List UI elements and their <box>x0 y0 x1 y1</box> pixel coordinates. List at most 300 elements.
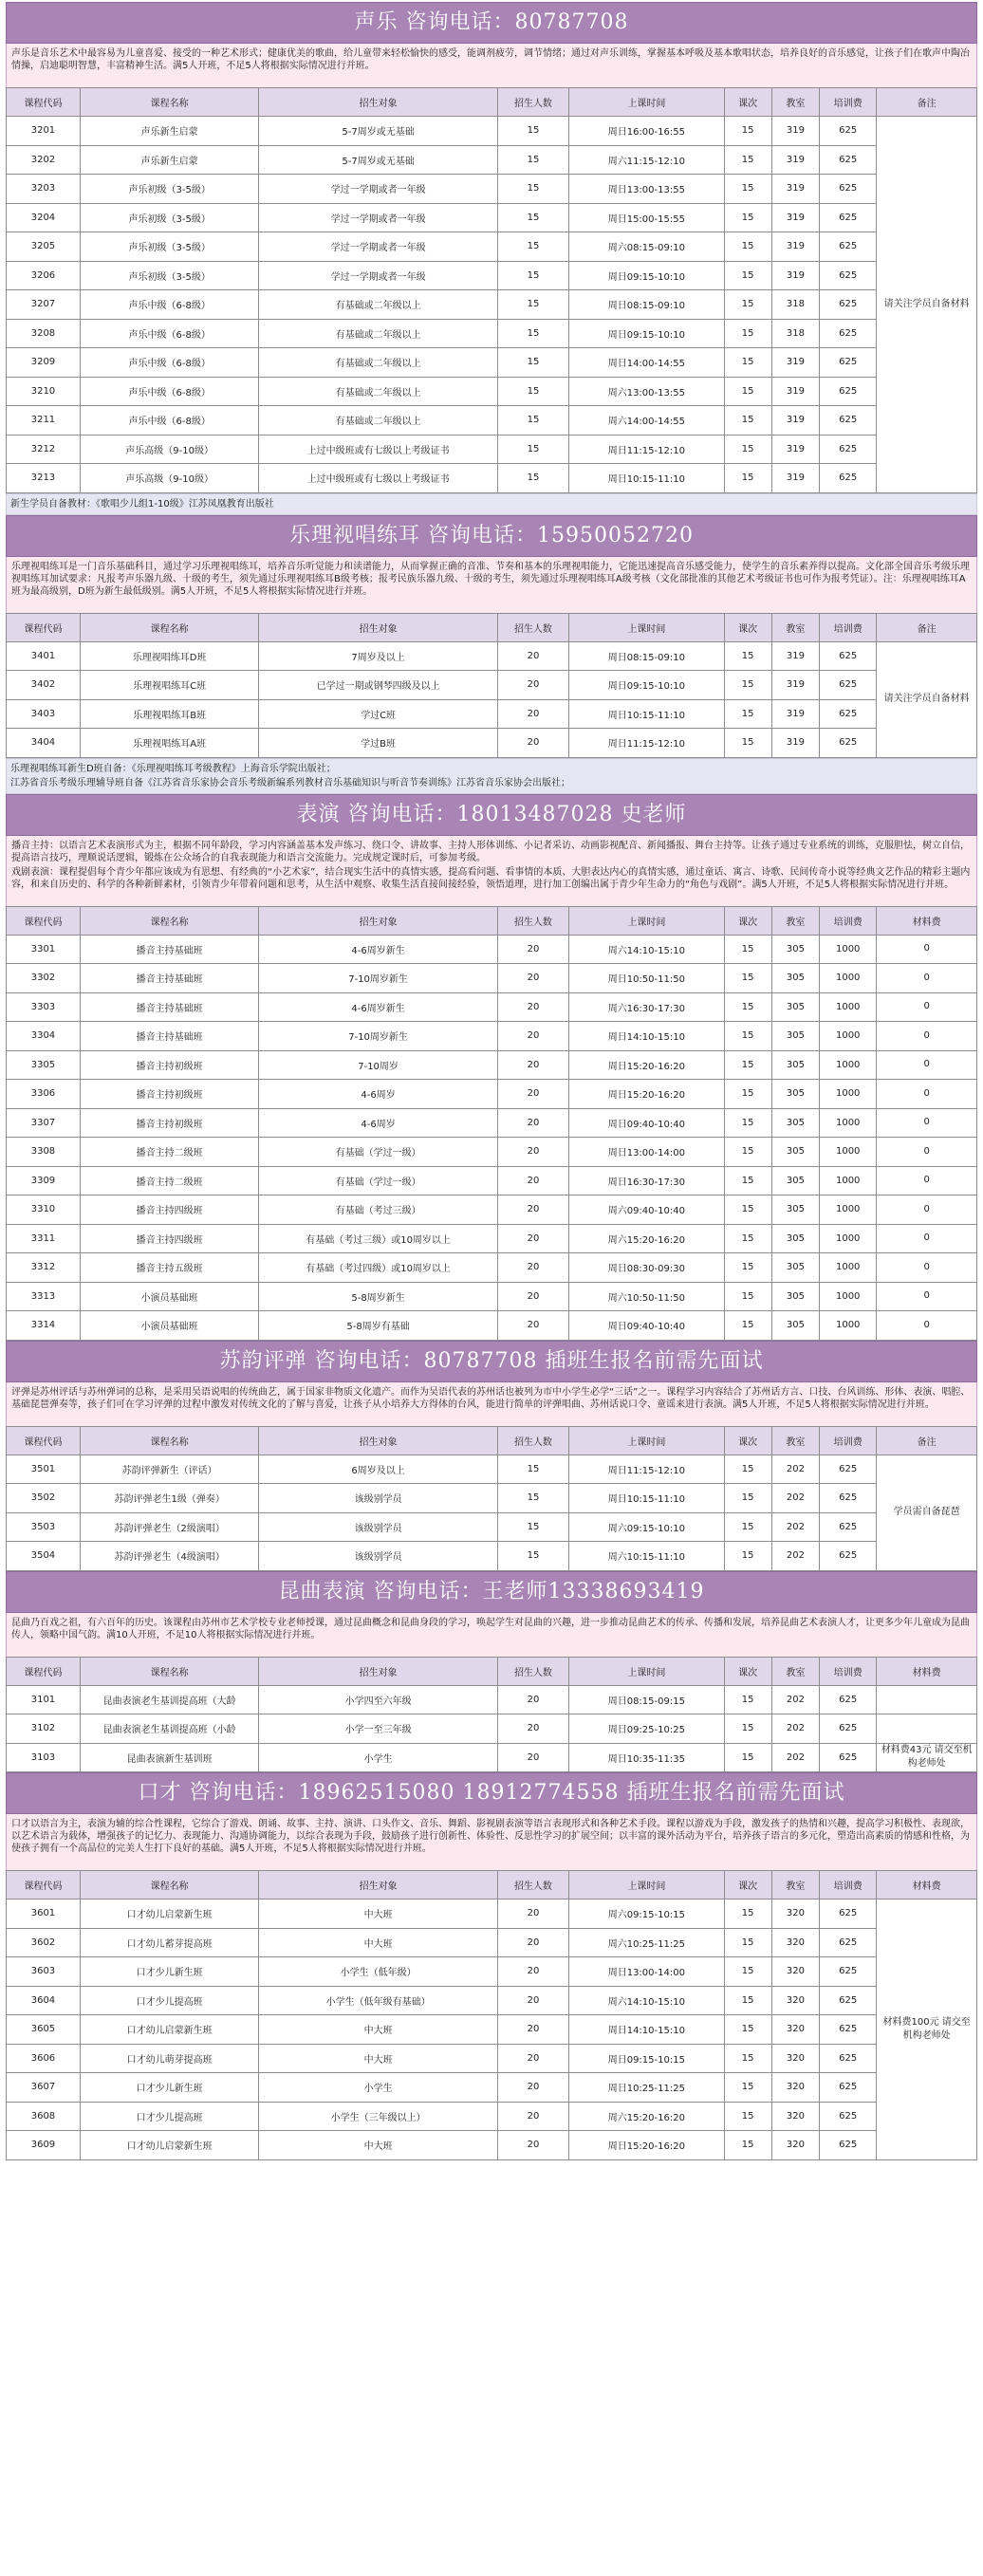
table-cell: 15 <box>724 935 771 964</box>
table-cell: 周日11:15-12:10 <box>569 1455 724 1484</box>
table-cell: 周日10:15-11:10 <box>569 699 724 729</box>
table-cell: 320 <box>771 2044 819 2073</box>
table-cell: 15 <box>724 348 771 378</box>
table-cell: 625 <box>820 290 877 320</box>
table-cell: 625 <box>820 1928 877 1957</box>
table-cell: 3314 <box>7 1311 81 1341</box>
table-cell: 3212 <box>7 435 81 464</box>
table-cell: 320 <box>771 2131 819 2160</box>
table-row <box>7 2102 977 2131</box>
table-cell: 15 <box>724 406 771 436</box>
table-cell: 305 <box>771 1282 819 1311</box>
table-cell: 3502 <box>7 1484 81 1513</box>
table-cell: 15 <box>724 2131 771 2160</box>
table-cell: 319 <box>771 348 819 378</box>
table-cell: 305 <box>771 1138 819 1167</box>
column-header: 培训费 <box>820 88 877 117</box>
table-cell: 口才少儿新生班 <box>80 1957 259 1987</box>
column-header: 课次 <box>724 1426 771 1455</box>
table-cell: 625 <box>820 145 877 175</box>
table-cell: 播音主持基础班 <box>80 964 259 993</box>
table-cell: 5-7周岁或无基础 <box>259 145 497 175</box>
table-cell: 周六14:00-14:55 <box>569 406 724 436</box>
table-cell: 20 <box>497 2015 568 2045</box>
table-cell: 15 <box>724 1080 771 1109</box>
column-header: 教室 <box>771 88 819 117</box>
table-cell: 15 <box>724 1022 771 1051</box>
table-cell: 周六13:00-13:55 <box>569 377 724 406</box>
table-cell: 320 <box>771 1957 819 1987</box>
table-cell: 20 <box>497 699 568 729</box>
table-cell: 625 <box>820 117 877 146</box>
table-cell: 625 <box>820 348 877 378</box>
table-cell: 播音主持二级班 <box>80 1166 259 1195</box>
table-row <box>7 1484 977 1513</box>
table-cell: 625 <box>820 1512 877 1542</box>
spacer <box>6 78 977 87</box>
table-cell: 3311 <box>7 1224 81 1253</box>
column-header: 材料费 <box>877 1871 977 1900</box>
table-cell: 319 <box>771 671 819 700</box>
column-header: 课程代码 <box>7 906 81 935</box>
table-cell: 7-10周岁新生 <box>259 964 497 993</box>
column-header: 课程名称 <box>80 906 259 935</box>
table-cell: 15 <box>724 1282 771 1311</box>
material-fee-cell: 0 <box>877 1282 977 1311</box>
table-cell: 15 <box>497 348 568 378</box>
section-description <box>6 1382 977 1417</box>
table-cell: 7-10周岁新生 <box>259 1022 497 1051</box>
table-cell: 周日09:15-10:15 <box>569 2044 724 2073</box>
table-cell: 口才少儿新生班 <box>80 2073 259 2103</box>
table-cell: 3604 <box>7 1986 81 2015</box>
table-row <box>7 175 977 204</box>
table-cell: 20 <box>497 1282 568 1311</box>
table-cell: 20 <box>497 1311 568 1341</box>
table-cell: 周日09:25-10:25 <box>569 1714 724 1744</box>
column-header: 招生对象 <box>259 88 497 117</box>
table-row <box>7 1224 977 1253</box>
table-cell: 声乐新生启蒙 <box>80 145 259 175</box>
column-header: 课次 <box>724 1871 771 1900</box>
description-paragraph: 乐理视唱练耳是一门音乐基础科目，通过学习乐理视唱练耳，培养音乐听觉能力和读谱能力，从而掌握正确的音准、节奏和基本的乐理视唱能力，它能迅速提高音乐感受能力，使学生的音乐素养得以提高。文化部全国音乐考级乐理视唱练耳加试要求：凡报考声乐器九级、十级的考生，须先通过乐理视唱练耳B级考核；报考民族乐器九级、十级的考生，须先通过乐理视唱练耳A级考核（文化部批准的其他艺术考级证书也可作为报考凭证）。注：乐理视唱练耳A班为最高级别，D班为新生最低级别。满5人开班，不足5人将根据实际情况进行并班。 <box>11 561 970 597</box>
table-cell: 播音主持基础班 <box>80 1022 259 1051</box>
table-cell: 20 <box>497 1685 568 1714</box>
table-cell: 319 <box>771 203 819 232</box>
table-cell: 15 <box>497 175 568 204</box>
column-header: 招生人数 <box>497 1657 568 1685</box>
table-cell: 周六08:15-09:10 <box>569 232 724 262</box>
table-cell: 15 <box>724 641 771 671</box>
table-cell: 625 <box>820 464 877 493</box>
table-cell: 周六16:30-17:30 <box>569 992 724 1022</box>
table-cell: 声乐高级（9-10级） <box>80 435 259 464</box>
material-fee-cell <box>877 1685 977 1714</box>
table-cell: 3301 <box>7 935 81 964</box>
column-header: 上课时间 <box>569 1871 724 1900</box>
table-cell: 3310 <box>7 1195 81 1225</box>
table-cell: 305 <box>771 1050 819 1080</box>
table-cell: 20 <box>497 1080 568 1109</box>
column-header: 上课时间 <box>569 1426 724 1455</box>
table-row <box>7 671 977 700</box>
table-cell: 305 <box>771 1311 819 1341</box>
table-cell: 305 <box>771 1195 819 1225</box>
table-cell: 20 <box>497 1743 568 1772</box>
material-fee-cell: 材料费43元 请交至机构老师处 <box>877 1743 977 1772</box>
table-cell: 昆曲表演老生基训提高班（大龄 <box>80 1685 259 1714</box>
table-cell: 320 <box>771 1900 819 1929</box>
table-cell: 3503 <box>7 1512 81 1542</box>
table-cell: 15 <box>497 145 568 175</box>
table-cell: 625 <box>820 1743 877 1772</box>
column-header: 备注 <box>877 613 977 641</box>
table-cell: 小学生（三年级以上） <box>259 2102 497 2131</box>
table-cell: 202 <box>771 1484 819 1513</box>
table-cell: 中大班 <box>259 1928 497 1957</box>
column-header: 招生人数 <box>497 906 568 935</box>
material-fee-cell: 0 <box>877 1253 977 1283</box>
column-header: 教室 <box>771 1657 819 1685</box>
table-cell: 声乐中级（6-8级） <box>80 348 259 378</box>
section-description <box>6 557 977 603</box>
section-shengyue <box>6 2 977 515</box>
column-header: 教室 <box>771 613 819 641</box>
table-cell: 声乐初级（3-5级） <box>80 232 259 262</box>
table-cell: 15 <box>724 175 771 204</box>
table-cell: 15 <box>497 203 568 232</box>
column-header: 课次 <box>724 613 771 641</box>
table-cell: 20 <box>497 641 568 671</box>
table-cell: 5-8周岁新生 <box>259 1282 497 1311</box>
table-cell: 3305 <box>7 1050 81 1080</box>
table-row <box>7 464 977 493</box>
table-cell: 该级别学员 <box>259 1512 497 1542</box>
table-cell: 15 <box>724 1166 771 1195</box>
table-cell: 周日09:15-10:10 <box>569 671 724 700</box>
table-cell: 15 <box>497 117 568 146</box>
table-cell: 乐理视唱练耳B班 <box>80 699 259 729</box>
table-cell: 3210 <box>7 377 81 406</box>
column-header: 上课时间 <box>569 88 724 117</box>
table-cell: 播音主持初级班 <box>80 1108 259 1138</box>
table-cell: 周日14:00-14:55 <box>569 348 724 378</box>
table-cell: 319 <box>771 464 819 493</box>
table-cell: 20 <box>497 1166 568 1195</box>
table-cell: 15 <box>724 203 771 232</box>
table-row <box>7 1022 977 1051</box>
table-cell: 305 <box>771 1080 819 1109</box>
table-cell: 15 <box>724 464 771 493</box>
table-cell: 15 <box>497 319 568 348</box>
table-cell: 202 <box>771 1743 819 1772</box>
table-row <box>7 232 977 262</box>
column-header: 招生人数 <box>497 1871 568 1900</box>
column-header: 课程代码 <box>7 1871 81 1900</box>
description-paragraph: 口才以语言为主，表演为辅的综合性课程，它综合了游戏、朗诵、故事、主持、演讲、口头作文、音乐、舞蹈、影视剧表演等语言表现形式和各种艺术手段。课程以游戏为手段，激发孩子的热情和兴趣，提高学习积极性、表现欲，以艺术语言为载体，增强孩子的记忆力、表现能力、沟通协调能力，以综合表现为手段，鼓励孩子进行创新性、体验性、反思性学习的扩展空间；以丰富的课外活动为平台，培养孩子语言的多元化，塑造出高素质的情感和性格，为使孩子拥有一个高品位的完美人生打下良好的基础。满5人开班，不足5人将根据实际情况进行并班。 <box>11 1819 970 1854</box>
table-cell: 625 <box>820 232 877 262</box>
table-cell: 上过中级班或有七级以上考级证书 <box>259 435 497 464</box>
table-cell: 1000 <box>820 1253 877 1283</box>
table-cell: 声乐中级（6-8级） <box>80 319 259 348</box>
table-header-row <box>7 88 977 117</box>
table-cell: 乐理视唱练耳C班 <box>80 671 259 700</box>
table-cell: 15 <box>724 964 771 993</box>
table-cell: 口才幼儿启蒙新生班 <box>80 2131 259 2160</box>
table-cell: 15 <box>724 699 771 729</box>
table-cell: 昆曲表演老生基训提高班（小龄 <box>80 1714 259 1744</box>
table-header-row <box>7 1871 977 1900</box>
material-fee-cell: 0 <box>877 1108 977 1138</box>
table-cell: 声乐初级（3-5级） <box>80 175 259 204</box>
table-cell: 3306 <box>7 1080 81 1109</box>
table-cell: 15 <box>497 406 568 436</box>
material-fee-cell: 0 <box>877 1050 977 1080</box>
table-cell: 口才少儿提高班 <box>80 1986 259 2015</box>
table-header-row <box>7 613 977 641</box>
table-row <box>7 1900 977 1929</box>
table-cell: 319 <box>771 232 819 262</box>
table-cell: 15 <box>497 290 568 320</box>
table-cell: 1000 <box>820 935 877 964</box>
table-cell: 20 <box>497 1928 568 1957</box>
section-description <box>6 1814 977 1861</box>
table-cell: 周日13:00-13:55 <box>569 175 724 204</box>
table-cell: 3102 <box>7 1714 81 1744</box>
table-header-row <box>7 906 977 935</box>
table-cell: 3605 <box>7 2015 81 2045</box>
table-cell: 319 <box>771 117 819 146</box>
table-cell: 15 <box>724 1900 771 1929</box>
table-row <box>7 203 977 232</box>
table-cell: 周日09:40-10:40 <box>569 1108 724 1138</box>
table-cell: 625 <box>820 1900 877 1929</box>
column-header: 招生对象 <box>259 1657 497 1685</box>
table-cell: 20 <box>497 935 568 964</box>
table-cell: 周六09:40-10:40 <box>569 1195 724 1225</box>
section-title: 昆曲表演 咨询电话：王老师13338693419 <box>6 1571 977 1613</box>
table-cell: 15 <box>724 2102 771 2131</box>
table-cell: 有基础或二年级以上 <box>259 377 497 406</box>
table-cell: 202 <box>771 1512 819 1542</box>
material-fee-cell: 0 <box>877 1195 977 1225</box>
column-header: 招生对象 <box>259 613 497 641</box>
table-row <box>7 2073 977 2103</box>
table-row <box>7 1080 977 1109</box>
table-cell: 20 <box>497 1195 568 1225</box>
table-cell: 学过一学期或者一年级 <box>259 261 497 290</box>
course-table <box>6 1426 977 1571</box>
course-table <box>6 613 977 758</box>
section-description <box>6 836 977 897</box>
table-cell: 3309 <box>7 1166 81 1195</box>
table-cell: 15 <box>497 1455 568 1484</box>
material-fee-cell <box>877 1714 977 1744</box>
table-cell: 周日08:15-09:15 <box>569 1685 724 1714</box>
table-cell: 周日11:15-12:10 <box>569 729 724 758</box>
table-cell: 319 <box>771 641 819 671</box>
table-cell: 20 <box>497 1022 568 1051</box>
column-header: 课次 <box>724 1657 771 1685</box>
table-cell: 15 <box>497 435 568 464</box>
table-cell: 7周岁及以上 <box>259 641 497 671</box>
table-cell: 319 <box>771 729 819 758</box>
table-cell: 318 <box>771 290 819 320</box>
table-cell: 周日15:20-16:20 <box>569 1050 724 1080</box>
table-cell: 6周岁及以上 <box>259 1455 497 1484</box>
section-title: 表演 咨询电话：18013487028 史老师 <box>6 794 977 836</box>
table-cell: 周日14:10-15:10 <box>569 1022 724 1051</box>
remark-cell: 请关注学员自备材料 <box>877 117 977 493</box>
table-cell: 15 <box>724 2073 771 2103</box>
table-cell: 7-10周岁 <box>259 1050 497 1080</box>
column-header: 培训费 <box>820 1426 877 1455</box>
table-cell: 20 <box>497 1050 568 1080</box>
column-header: 课次 <box>724 88 771 117</box>
table-cell: 小演员基础班 <box>80 1282 259 1311</box>
column-header: 上课时间 <box>569 1657 724 1685</box>
table-cell: 20 <box>497 2102 568 2131</box>
table-cell: 3206 <box>7 261 81 290</box>
table-cell: 15 <box>724 1108 771 1138</box>
table-row <box>7 261 977 290</box>
table-cell: 学过一学期或者一年级 <box>259 203 497 232</box>
table-cell: 中大班 <box>259 2044 497 2073</box>
material-fee-cell: 0 <box>877 1166 977 1195</box>
table-cell: 周日10:50-11:50 <box>569 964 724 993</box>
table-cell: 小学生（低年级有基础） <box>259 1986 497 2015</box>
table-cell: 播音主持基础班 <box>80 935 259 964</box>
table-cell: 1000 <box>820 1166 877 1195</box>
table-cell: 625 <box>820 1986 877 2015</box>
column-header: 课次 <box>724 906 771 935</box>
table-cell: 305 <box>771 935 819 964</box>
table-row <box>7 935 977 964</box>
table-row <box>7 1282 977 1311</box>
table-cell: 乐理视唱练耳D班 <box>80 641 259 671</box>
table-cell: 15 <box>724 319 771 348</box>
table-cell: 周六10:25-11:25 <box>569 1928 724 1957</box>
material-fee-cell: 0 <box>877 1022 977 1051</box>
table-cell: 625 <box>820 203 877 232</box>
column-header: 招生人数 <box>497 613 568 641</box>
footnote-line: 江苏省音乐考级乐理辅导班自备《江苏省音乐家协会音乐考级新编系列教材音乐基础知识与听音节奏训练》江苏省音乐家协会出版社； <box>10 777 570 788</box>
table-cell: 20 <box>497 1108 568 1138</box>
table-cell: 319 <box>771 406 819 436</box>
footnote-line: 乐理视唱练耳新生D班自备：《乐理视唱练耳考级教程》上海音乐学院出版社； <box>10 763 336 774</box>
table-cell: 3204 <box>7 203 81 232</box>
column-header: 培训费 <box>820 613 877 641</box>
table-cell: 3303 <box>7 992 81 1022</box>
table-row <box>7 2015 977 2045</box>
column-header: 招生人数 <box>497 88 568 117</box>
table-cell: 小学生 <box>259 1743 497 1772</box>
table-cell: 318 <box>771 319 819 348</box>
table-cell: 有基础（考过三级）或10周岁以上 <box>259 1224 497 1253</box>
table-cell: 周日10:35-11:35 <box>569 1743 724 1772</box>
table-row <box>7 348 977 378</box>
table-row <box>7 117 977 146</box>
table-cell: 202 <box>771 1542 819 1571</box>
table-cell: 周六10:15-11:10 <box>569 1542 724 1571</box>
course-table <box>6 906 977 1341</box>
table-cell: 5-7周岁或无基础 <box>259 117 497 146</box>
table-row <box>7 1195 977 1225</box>
table-cell: 3202 <box>7 145 81 175</box>
table-cell: 播音主持二级班 <box>80 1138 259 1167</box>
course-schedule-page <box>6 2 977 2160</box>
table-cell: 3308 <box>7 1138 81 1167</box>
table-cell: 625 <box>820 1685 877 1714</box>
table-cell: 1000 <box>820 1050 877 1080</box>
table-cell: 3313 <box>7 1282 81 1311</box>
remark-cell: 学员需自备琵琶 <box>877 1455 977 1570</box>
table-cell: 20 <box>497 964 568 993</box>
column-header: 课程名称 <box>80 1657 259 1685</box>
table-cell: 15 <box>497 377 568 406</box>
table-cell: 周日10:15-11:10 <box>569 464 724 493</box>
section-title: 声乐 咨询电话：80787708 <box>6 2 977 44</box>
section-description <box>6 1613 977 1647</box>
column-header: 课程名称 <box>80 1426 259 1455</box>
table-cell: 1000 <box>820 964 877 993</box>
spacer <box>6 1647 977 1657</box>
table-cell: 3205 <box>7 232 81 262</box>
table-cell: 305 <box>771 992 819 1022</box>
table-cell: 该级别学员 <box>259 1542 497 1571</box>
table-row <box>7 435 977 464</box>
table-cell: 625 <box>820 1484 877 1513</box>
table-cell: 苏韵评弹新生（评话） <box>80 1455 259 1484</box>
table-cell: 周六14:10-15:10 <box>569 1986 724 2015</box>
section-title: 苏韵评弹 咨询电话：80787708 插班生报名前需先面试 <box>6 1341 977 1382</box>
section-koucai <box>6 1772 977 2160</box>
column-header: 教室 <box>771 1871 819 1900</box>
table-header-row <box>7 1657 977 1685</box>
table-row <box>7 1166 977 1195</box>
column-header: 上课时间 <box>569 613 724 641</box>
table-cell: 320 <box>771 2015 819 2045</box>
table-row <box>7 699 977 729</box>
table-cell: 625 <box>820 435 877 464</box>
table-cell: 3404 <box>7 729 81 758</box>
column-header: 材料费 <box>877 1657 977 1685</box>
table-cell: 学过B班 <box>259 729 497 758</box>
table-cell: 1000 <box>820 1311 877 1341</box>
table-cell: 3209 <box>7 348 81 378</box>
column-header: 课程代码 <box>7 88 81 117</box>
table-cell: 中大班 <box>259 2015 497 2045</box>
table-cell: 319 <box>771 261 819 290</box>
table-row <box>7 2044 977 2073</box>
remark-cell: 请关注学员自备材料 <box>877 641 977 757</box>
material-fee-cell: 0 <box>877 935 977 964</box>
table-cell: 3101 <box>7 1685 81 1714</box>
table-cell: 有基础或二年级以上 <box>259 290 497 320</box>
table-cell: 学过C班 <box>259 699 497 729</box>
table-cell: 声乐中级（6-8级） <box>80 290 259 320</box>
table-cell: 有基础或二年级以上 <box>259 406 497 436</box>
table-cell: 15 <box>724 145 771 175</box>
table-row <box>7 1512 977 1542</box>
table-cell: 625 <box>820 2073 877 2103</box>
table-cell: 周六11:15-12:10 <box>569 145 724 175</box>
table-row <box>7 1714 977 1744</box>
table-cell: 周六14:10-15:10 <box>569 935 724 964</box>
table-cell: 15 <box>724 117 771 146</box>
table-cell: 305 <box>771 1166 819 1195</box>
table-cell: 20 <box>497 729 568 758</box>
